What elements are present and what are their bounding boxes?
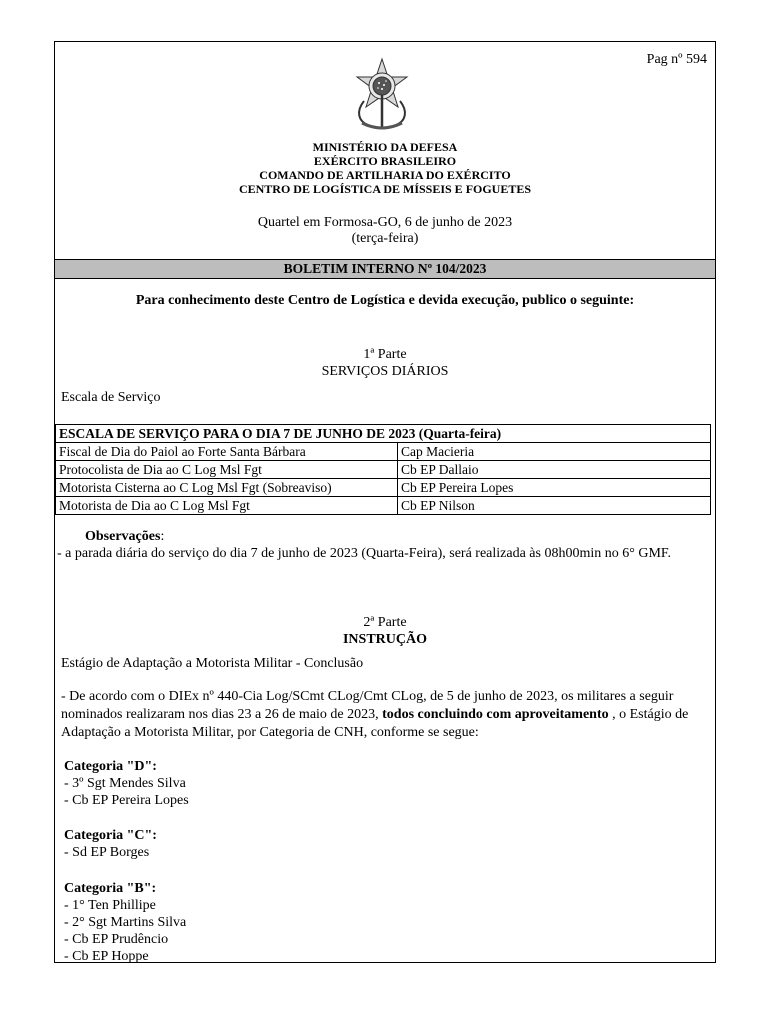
part2-heading bbox=[55, 614, 715, 648]
category-c-block bbox=[64, 827, 157, 861]
bulletin-title: BOLETIM INTERNO Nº 104/2023 bbox=[55, 259, 715, 279]
observations-label: Observações bbox=[85, 529, 161, 544]
table-header: ESCALA DE SERVIÇO PARA O DIA 7 DE JUNHO DE 2023 (Quarta-feira) bbox=[56, 425, 711, 443]
category-d-block bbox=[64, 758, 189, 809]
paragraph-text: - De acordo com o DIEx nº 440-Cia Log/SCmt CLog/Cmt CLog, de 5 de junho de 2023, os militares a seguir nominados realizaram nos dias 23 a 26 de maio de 2023, bbox=[61, 689, 674, 722]
category-label: Categoria "D": bbox=[64, 759, 157, 774]
list-item: - Cb EP Prudêncio bbox=[64, 932, 169, 947]
intro-text: Para conhecimento deste Centro de Logística e devida execução, publico o seguinte: bbox=[135, 293, 635, 308]
table-row bbox=[56, 461, 711, 479]
table-row bbox=[56, 497, 711, 515]
category-label: Categoria "C": bbox=[64, 828, 157, 843]
header-line: CENTRO DE LOGÍSTICA DE MÍSSEIS E FOGUETES bbox=[238, 182, 532, 196]
paragraph-emphasis: todos concluindo com aproveitamento bbox=[382, 707, 609, 722]
paragraph-text: , o Estágio de Adaptação a Motorista Militar, por Categoria de CNH, conforme se segue: bbox=[61, 707, 689, 740]
national-coat-of-arms-emblem bbox=[342, 55, 422, 135]
part1-number: 1ª Parte bbox=[363, 347, 407, 362]
header-line: MINISTÉRIO DA DEFESA bbox=[312, 140, 458, 154]
header-line: EXÉRCITO BRASILEIRO bbox=[313, 154, 457, 168]
person-cell: Cap Macieria bbox=[398, 443, 711, 461]
section-label: Escala de Serviço bbox=[61, 390, 161, 405]
part2-number: 2ª Parte bbox=[363, 615, 407, 630]
part1-title: SERVIÇOS DIÁRIOS bbox=[321, 364, 449, 379]
person-cell: Cb EP Dallaio bbox=[398, 461, 711, 479]
duty-cell: Protocolista de Dia ao C Log Msl Fgt bbox=[56, 461, 398, 479]
page-frame bbox=[54, 41, 716, 963]
weekday: (terça-feira) bbox=[351, 231, 419, 246]
institution-header bbox=[55, 140, 715, 196]
list-item: - 3º Sgt Mendes Silva bbox=[64, 776, 186, 791]
duty-cell: Motorista Cisterna ao C Log Msl Fgt (Sobreaviso) bbox=[56, 479, 398, 497]
observations-heading: Observações: bbox=[85, 529, 165, 544]
part2-title: INSTRUÇÃO bbox=[342, 632, 427, 647]
part1-heading bbox=[55, 346, 715, 380]
person-cell: Cb EP Nilson bbox=[398, 497, 711, 515]
person-cell: Cb EP Pereira Lopes bbox=[398, 479, 711, 497]
list-item: - Cb EP Pereira Lopes bbox=[64, 793, 189, 808]
list-item: - 2° Sgt Martins Silva bbox=[64, 915, 187, 930]
observations-text: - a parada diária do serviço do dia 7 de junho de 2023 (Quarta-Feira), será realizada às 08h00min no 6° GMF. bbox=[57, 546, 672, 561]
table-row bbox=[56, 479, 711, 497]
header-line: COMANDO DE ARTILHARIA DO EXÉRCITO bbox=[259, 168, 511, 182]
category-label: Categoria "B": bbox=[64, 881, 157, 896]
list-item: - Sd EP Borges bbox=[64, 845, 150, 860]
list-item: - 1° Ten Phillipe bbox=[64, 898, 156, 913]
part2-subtitle: Estágio de Adaptação a Motorista Militar - Conclusão bbox=[61, 656, 364, 671]
list-item: - Cb EP Hoppe bbox=[64, 949, 149, 964]
table-row bbox=[56, 443, 711, 461]
category-b-block bbox=[64, 880, 186, 965]
page-number: Pag nº 594 bbox=[646, 52, 707, 67]
duty-cell: Motorista de Dia ao C Log Msl Fgt bbox=[56, 497, 398, 515]
place-date: Quartel em Formosa-GO, 6 de junho de 2023 bbox=[257, 215, 513, 230]
instruction-paragraph bbox=[61, 688, 713, 742]
duty-cell: Fiscal de Dia do Paiol ao Forte Santa Bárbara bbox=[56, 443, 398, 461]
place-date-block bbox=[55, 215, 715, 247]
duty-roster-table bbox=[55, 424, 711, 515]
table-header-row bbox=[56, 425, 711, 443]
